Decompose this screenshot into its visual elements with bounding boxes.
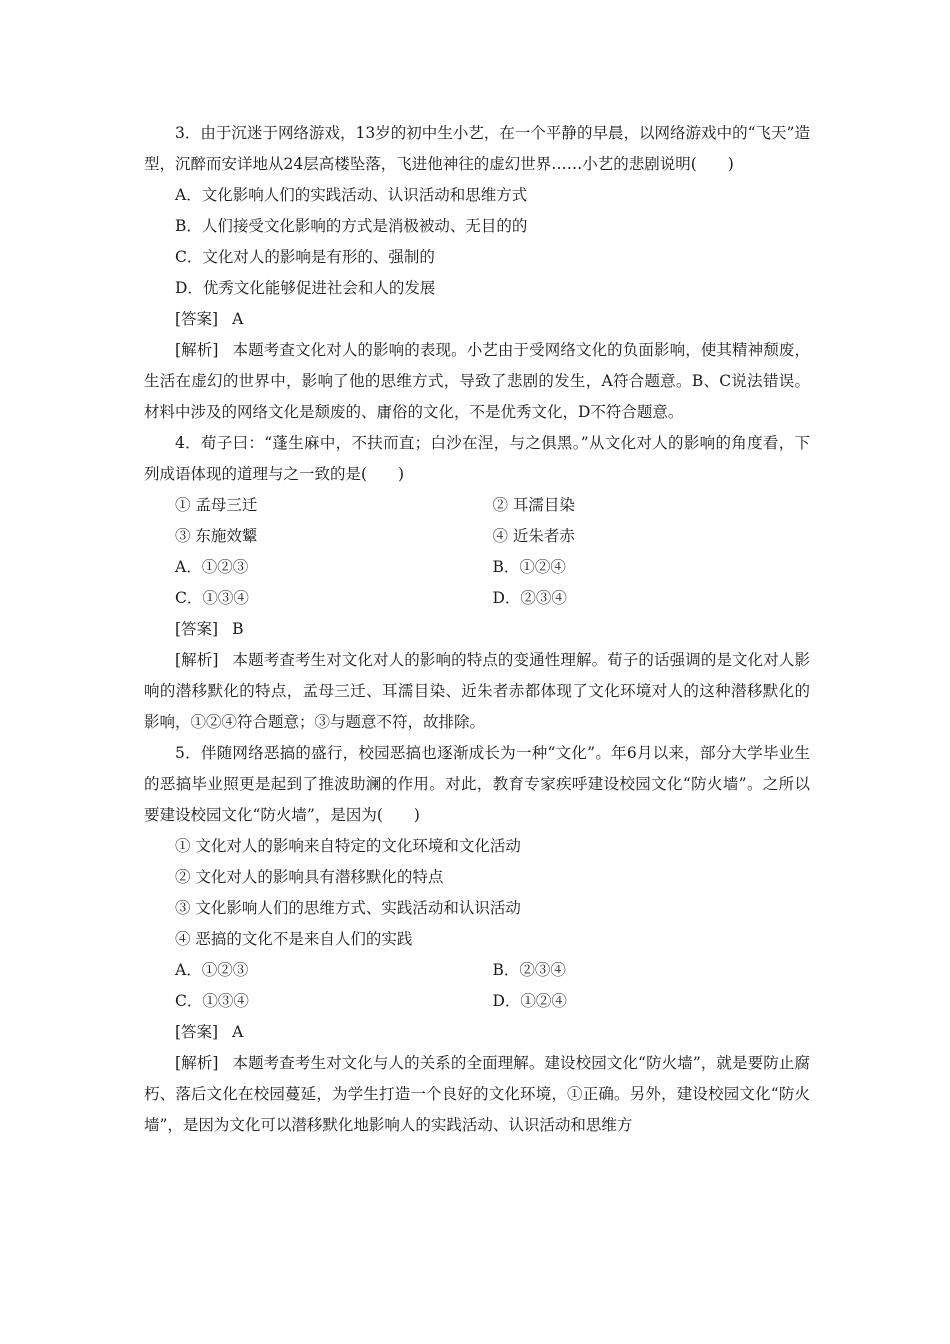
q4-answer: [144, 614, 810, 645]
q4-stem: 4．荀子曰：“蓬生麻中，不扶而直；白沙在涅，与之俱黑。”从文化对人的影响的角度看，下列成语体现的道理与之一致的是( ): [144, 434, 810, 483]
q4-option-a: A．①②③: [175, 558, 249, 576]
q4-option-b: B．①②④: [492, 558, 566, 576]
q4-item-4: ④ 近朱者赤: [492, 527, 575, 545]
q5-item-3: ③ 文化影响人们的思维方式、实践活动和认识活动: [175, 899, 521, 917]
q5-options-row-1: [144, 955, 810, 986]
q4-option-d: D．②③④: [492, 589, 567, 607]
q5-analysis: [144, 1048, 810, 1141]
q4-item-2: ② 耳濡目染: [492, 496, 575, 514]
q4-item-3: ③ 东施效颦: [175, 527, 258, 545]
q3-option-d: D．优秀文化能够促进社会和人的发展: [175, 279, 436, 297]
q4-options-row-1: [144, 552, 810, 583]
q3-stem: 3．由于沉迷于网络游戏，13岁的初中生小艺，在一个平静的早晨，以网络游戏中的“飞天”造型，沉醉而安详地从24层高楼坠落，飞进他神往的虚幻世界……小艺的悲剧说明( ): [144, 124, 810, 173]
q5-option-c: C．①③④: [175, 992, 249, 1010]
answer-value: A: [232, 310, 244, 328]
q5-item-4: ④ 恶搞的文化不是来自人们的实践: [175, 930, 413, 948]
q3-option-c: C．文化对人的影响是有形的、强制的: [175, 248, 435, 266]
analysis-label: [解析]: [175, 341, 219, 359]
analysis-label: [解析]: [175, 651, 219, 669]
q5-option-b: B．②③④: [492, 961, 566, 979]
answer-value: B: [232, 620, 244, 638]
analysis-text: 本题考查考生对文化对人的影响的特点的变通性理解。荀子的话强调的是文化对人影响的潜移默化的特点，孟母三迁、耳濡目染、近朱者赤都体现了文化环境对人的这种潜移默化的影响，①②④符合题意；③与题意不符，故排除。: [144, 651, 810, 731]
q5-options-row-2: [144, 986, 810, 1017]
answer-label: [答案]: [175, 620, 219, 638]
q3-answer: [144, 304, 810, 335]
q5-stem: 5．伴随网络恶搞的盛行，校园恶搞也逐渐成长为一种“文化”。年6月以来，部分大学毕业生的恶搞毕业照更是起到了推波助澜的作用。对此，教育专家疾呼建设校园文化“防火墙”。之所以要建设校园文化“防火墙”，是因为( ): [144, 744, 810, 824]
analysis-text: 本题考查考生对文化与人的关系的全面理解。建设校园文化“防火墙”，就是要防止腐朽、落后文化在校园蔓延，为学生打造一个良好的文化环境，①正确。另外，建设校园文化“防火墙”，是因为文化可以潜移默化地影响人的实践活动、认识活动和思维方: [144, 1054, 810, 1134]
answer-label: [答案]: [175, 1023, 219, 1041]
q4-option-c: C．①③④: [175, 589, 249, 607]
q5-option-d: D．①②④: [492, 992, 567, 1010]
q4-items-row-2: [144, 521, 810, 552]
q5-option-a: A．①②③: [175, 961, 249, 979]
q4-item-1: ① 孟母三迁: [175, 496, 258, 514]
answer-label: [答案]: [175, 310, 219, 328]
answer-value: A: [232, 1023, 244, 1041]
q5-item-1: ① 文化对人的影响来自特定的文化环境和文化活动: [175, 837, 521, 855]
q3-option-b: B．人们接受文化影响的方式是消极被动、无目的的: [175, 217, 528, 235]
q4-items-row-1: [144, 490, 810, 521]
analysis-label: [解析]: [175, 1054, 219, 1072]
q4-analysis: [144, 645, 810, 738]
q4-options-row-2: [144, 583, 810, 614]
q3-analysis: [144, 335, 810, 428]
q5-answer: [144, 1017, 810, 1048]
document-page: [144, 118, 810, 1141]
analysis-text: 本题考查文化对人的影响的表现。小艺由于受网络文化的负面影响，使其精神颓废，生活在虚幻的世界中，影响了他的思维方式，导致了悲剧的发生，A符合题意。B、C说法错误。材料中涉及的网络文化是颓废的、庸俗的文化，不是优秀文化，D不符合题意。: [144, 341, 810, 421]
q3-option-a: A．文化影响人们的实践活动、认识活动和思维方式: [175, 186, 528, 204]
q5-item-2: ② 文化对人的影响具有潜移默化的特点: [175, 868, 444, 886]
